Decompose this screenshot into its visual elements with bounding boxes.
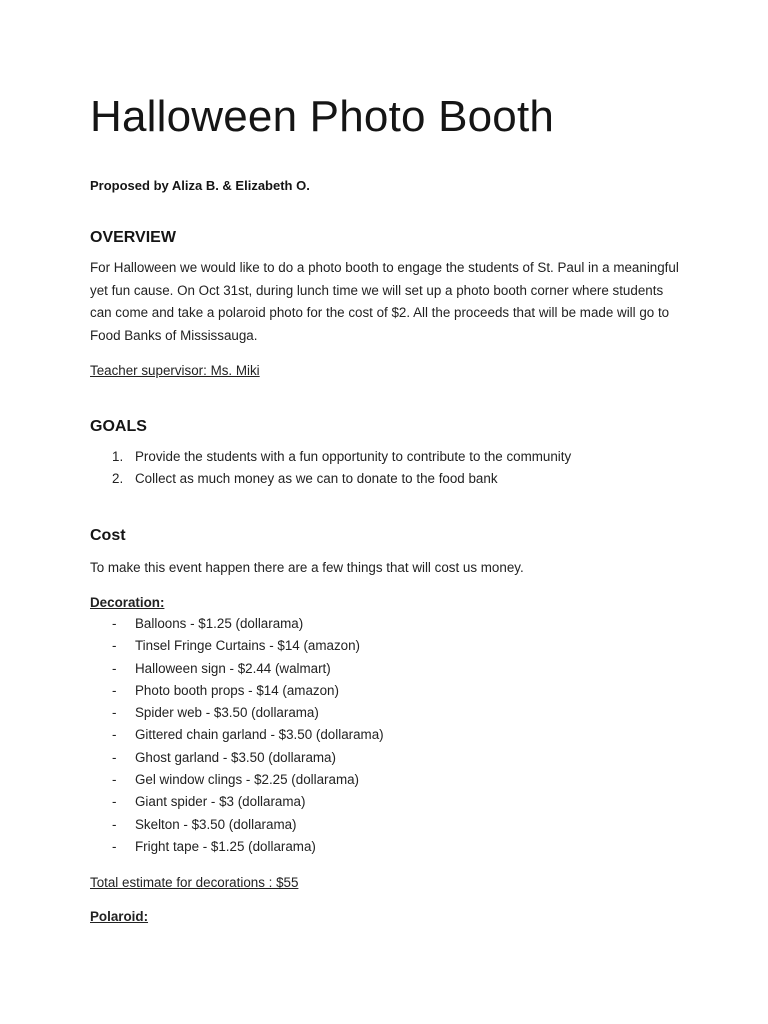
- decoration-item: Photo booth props - $14 (amazon): [135, 682, 339, 698]
- decoration-item: Ghost garland - $3.50 (dollarama): [135, 749, 336, 765]
- goal-text: Collect as much money as we can to donate to the food bank: [135, 471, 498, 487]
- bullet: -: [112, 705, 117, 721]
- cost-heading: Cost: [90, 527, 126, 544]
- bullet: -: [112, 772, 117, 788]
- cost-intro: To make this event happen there are a few things that will cost us money.: [90, 560, 524, 575]
- goals-heading: GOALS: [90, 418, 147, 435]
- document-title: Halloween Photo Booth: [90, 92, 555, 141]
- bullet: -: [112, 794, 117, 810]
- bullet: -: [112, 816, 117, 832]
- byline: Proposed by Aliza B. & Elizabeth O.: [90, 178, 310, 193]
- goal-text: Provide the students with a fun opportunity to contribute to the community: [135, 449, 572, 464]
- decoration-item: Balloons - $1.25 (dollarama): [135, 616, 304, 631]
- decoration-item: Halloween sign - $2.44 (walmart): [135, 660, 331, 676]
- bullet: -: [112, 638, 117, 654]
- bullet: -: [112, 660, 117, 676]
- bullet: -: [112, 616, 117, 631]
- bullet: -: [112, 682, 117, 698]
- decoration-total: Total estimate for decorations : $55: [90, 875, 299, 890]
- decoration-item: Spider web - $3.50 (dollarama): [135, 705, 319, 721]
- decoration-item: Skelton - $3.50 (dollarama): [135, 816, 297, 832]
- bullet: -: [112, 727, 117, 743]
- decoration-item: Fright tape - $1.25 (dollarama): [135, 838, 316, 854]
- overview-heading: OVERVIEW: [90, 229, 176, 246]
- decoration-item: Gittered chain garland - $3.50 (dollarama): [135, 727, 384, 743]
- bullet: -: [112, 749, 117, 765]
- polaroid-heading: Polaroid:: [90, 909, 149, 924]
- decoration-item: Tinsel Fringe Curtains - $14 (amazon): [135, 638, 360, 654]
- teacher-supervisor: Teacher supervisor: Ms. Miki: [90, 363, 260, 378]
- decoration-item: Giant spider - $3 (dollarama): [135, 794, 306, 810]
- bullet: -: [112, 838, 117, 854]
- decoration-heading: Decoration:: [90, 595, 165, 610]
- list-number: 2.: [112, 471, 124, 487]
- overview-paragraph: For Halloween we would like to do a photo booth to engage the students of St. Paul in a meaningful yet fun cause. On Oct 31st, during lunch time we will set up a photo booth corner where students can come and take a polaroid photo for the cost of $2. All the proceeds that will be made will go to Food Banks of Mississauga.: [90, 260, 679, 343]
- list-number: 1.: [112, 449, 124, 464]
- decoration-item: Gel window clings - $2.25 (dollarama): [135, 772, 360, 788]
